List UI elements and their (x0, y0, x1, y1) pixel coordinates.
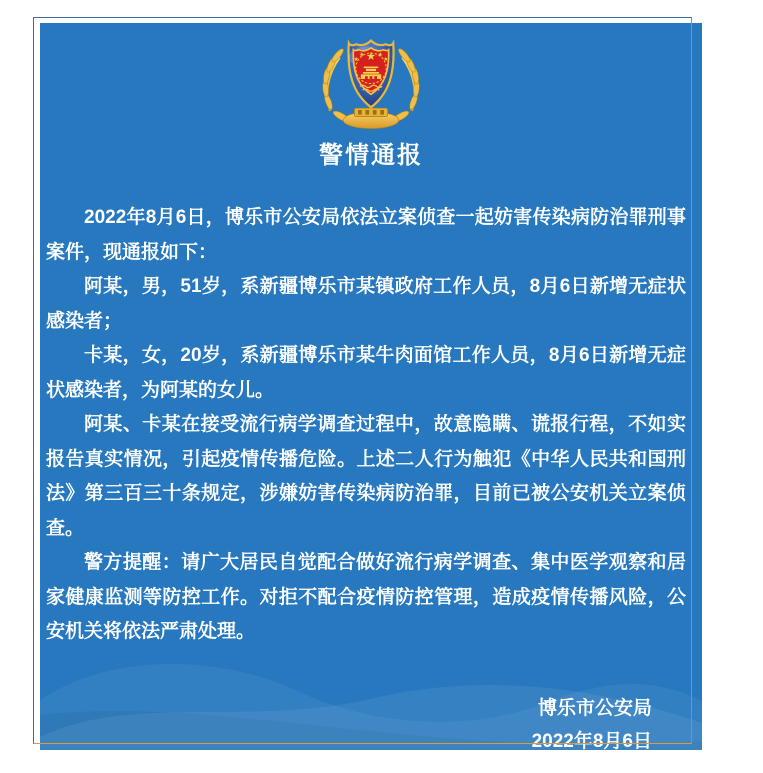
notice-paragraph: 2022年8月6日，博乐市公安局依法立案侦查一起妨害传染病防治罪刑事案件，现通报如下： (46, 207, 686, 263)
notice-paragraph: 阿某、卡某在接受流行病学调查过程中，故意隐瞒、谎报行程，不如实报告真实情况，引起疫情传播危险。上述二人行为触犯《中华人民共和国刑法》第三百三十条规定，涉嫌妨害传染病防治罪，目前已被公安机关立案侦查。 (46, 414, 686, 539)
signature-block (40, 692, 702, 751)
police-badge-icon (315, 35, 427, 135)
signature-agency: 博乐市公安局 (537, 697, 652, 719)
notice-body (40, 201, 702, 650)
notice-paragraph: 阿某，男，51岁，系新疆博乐市某镇政府工作人员，8月6日新增无症状感染者； (46, 276, 686, 332)
notice-card (40, 23, 702, 750)
notice-paragraph: 警方提醒：请广大居民自觉配合做好流行病学调查、集中医学观察和居家健康监测等防控工作。对拒不配合疫情防控管理，造成疫情传播风险，公安机关将依法严肃处理。 (46, 552, 686, 642)
notice-paragraph: 卡某，女，20岁，系新疆博乐市某牛肉面馆工作人员，8月6日新增无症状感染者，为阿某的女儿。 (46, 345, 686, 401)
signature-date: 2022年8月6日 (531, 730, 652, 750)
notice-title: 警情通报 (319, 142, 423, 169)
